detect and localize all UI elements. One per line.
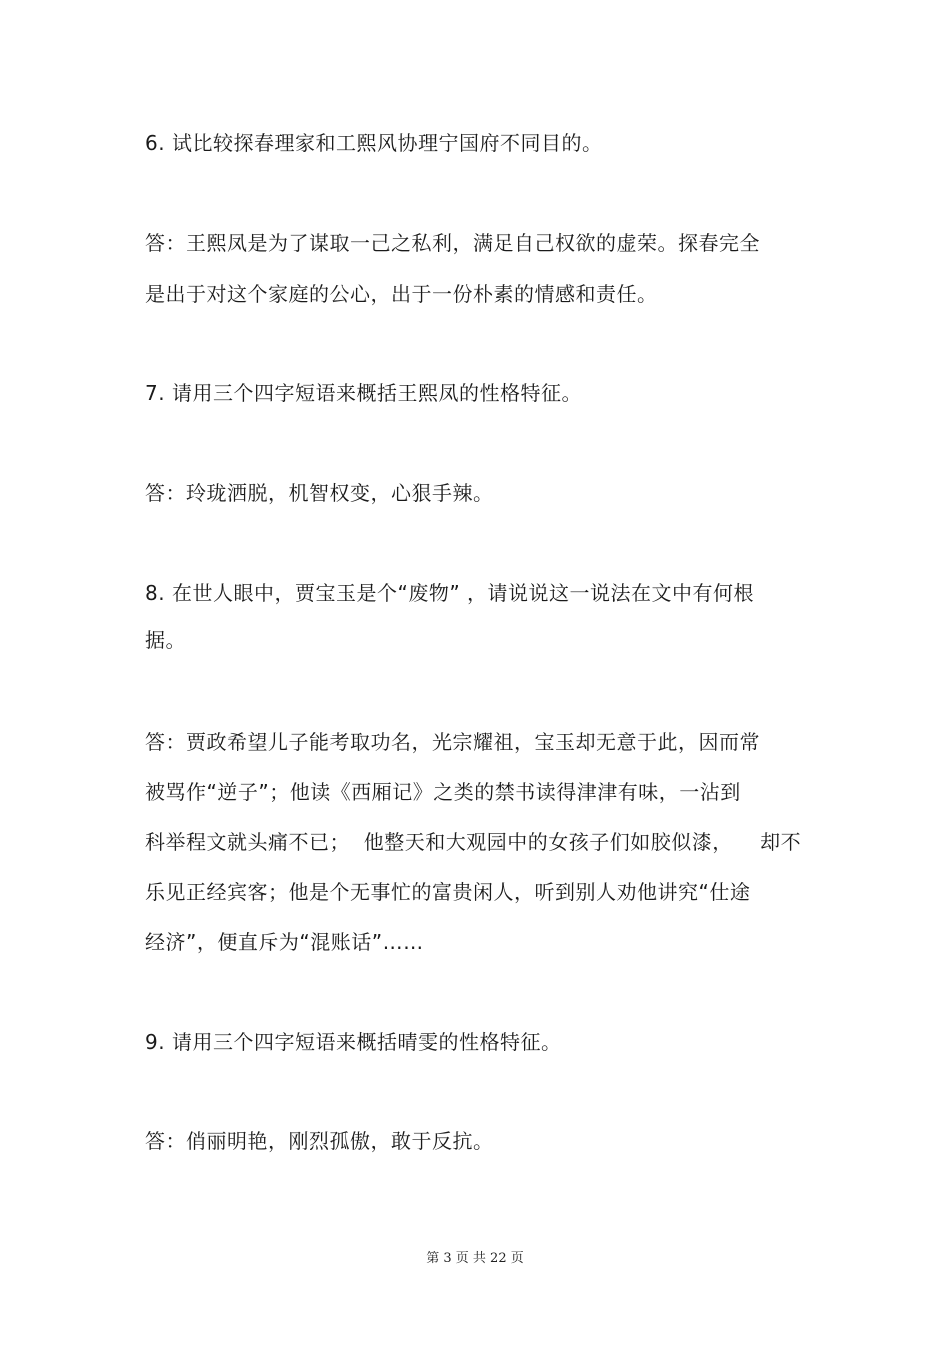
question-number: 7.	[145, 381, 166, 405]
question-8	[145, 580, 754, 606]
question-9	[145, 1029, 561, 1055]
question-text: 试比较探春理家和工熙风协理宁国府不同目的。	[171, 131, 603, 155]
answer-8-line-4: 乐见正经宾客；他是个无事忙的富贵闲人，听到别人劝他讲究“仕途	[145, 880, 751, 904]
answer-8-line-5: 经济”，便直斥为“混账话”……	[145, 930, 424, 954]
answer-6-line-2: 是出于对这个家庭的公心，出于一份朴素的情感和责任。	[145, 282, 658, 306]
question-text: 在世人眼中，贾宝玉是个“废物” ，请说说这一说法在文中有何根	[171, 581, 755, 605]
answer-8-line-2: 被骂作“逆子”；他读《西厢记》之类的禁书读得津津有味，一沾到	[145, 780, 741, 804]
page-footer: 第 3 页 共 22 页	[426, 1251, 524, 1266]
answer-9-line-1: 答：俏丽明艳，刚烈孤傲，敢于反抗。	[145, 1129, 494, 1153]
question-7	[145, 380, 582, 406]
question-6	[145, 130, 602, 156]
answer-6-line-1: 答：王熙凤是为了谋取一己之私利，满足自己权欲的虚荣。探春完全	[145, 231, 760, 255]
answer-7-line-1: 答：玲珑洒脱，机智权变，心狠手辣。	[145, 481, 494, 505]
question-number: 8.	[145, 581, 166, 605]
question-number: 9.	[145, 1030, 166, 1054]
question-text: 请用三个四字短语来概括王熙凤的性格特征。	[171, 381, 582, 405]
question-8-line-2: 据。	[145, 628, 186, 652]
question-number: 6.	[145, 131, 166, 155]
question-text: 请用三个四字短语来概括晴雯的性格特征。	[171, 1030, 562, 1054]
answer-8-line-3: 科举程文就头痛不已； 他整天和大观园中的女孩子们如胶似漆， 却不	[145, 830, 802, 854]
answer-8-line-1: 答：贾政希望儿子能考取功名，光宗耀祖，宝玉却无意于此，因而常	[145, 730, 760, 754]
